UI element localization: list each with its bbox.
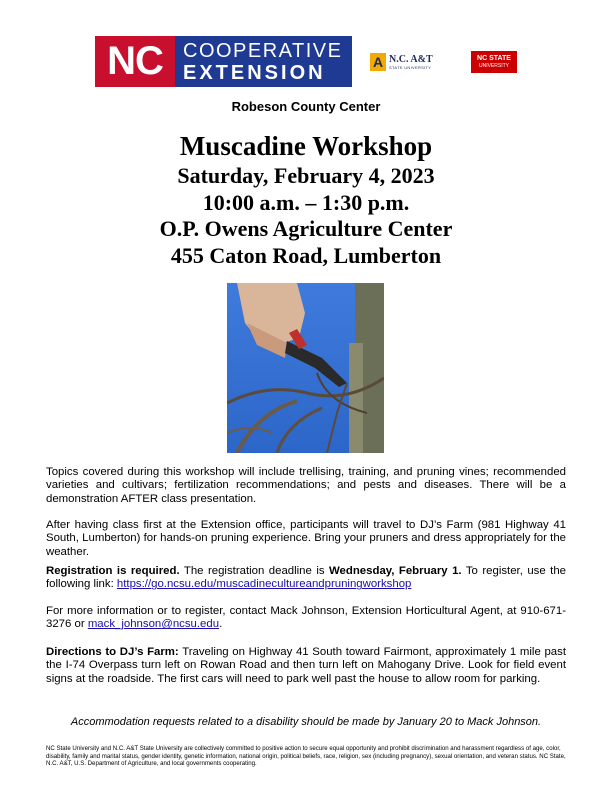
- workshop-date: Saturday, February 4, 2023: [177, 163, 435, 188]
- workshop-venue: O.P. Owens Agriculture Center: [159, 216, 453, 241]
- register-lead-text: To register, use the following link:: [46, 565, 567, 591]
- nc-cooperative-extension-logo: [95, 36, 352, 87]
- aggie-wordmark: [389, 55, 433, 70]
- pruning-photo: [227, 283, 384, 453]
- directions-heading: Directions to DJ’s Farm:: [46, 646, 179, 658]
- nc-logo-wordmark: [175, 36, 352, 87]
- logo-extension-text: EXTENSION: [183, 61, 326, 84]
- registration-required-text: Registration is required.: [46, 565, 180, 577]
- deadline-lead-text: The registration deadline is: [179, 565, 330, 577]
- nc-state-logo: [471, 51, 517, 73]
- registration-link[interactable]: https://go.ncsu.edu/muscadinecultureandpruningworkshop: [116, 578, 412, 591]
- ncstate-university: UNIVERSITY: [478, 63, 509, 69]
- contact-end-text: .: [219, 618, 223, 631]
- nc-logo-mark: NC: [95, 36, 175, 87]
- registration-paragraph: [46, 565, 566, 592]
- workshop-address: 455 Caton Road, Lumberton: [170, 243, 442, 268]
- nondiscrimination-statement: NC State University and N.C. A&T State University are collectively committed to positive action to secure equal opportunity and prohibit discrimination and harassment regardless of age, color, disability, family and marital status, gender identity, genetic information, national origin, political beliefs, race, religion, sex (including pregnancy), sexual orientation, and veteran status. NC State, N.C. A&T, U.S. Department of Agriculture, and local governments cooperating.: [46, 745, 566, 768]
- contact-text: For more information or to register, contact Mack Johnson, Extension Horticultural Agent, at 910-671-3276 or: [46, 605, 566, 631]
- directions-paragraph: [46, 646, 566, 686]
- workshop-title: Muscadine Workshop: [179, 131, 433, 161]
- accommodation-note: Accommodation requests related to a disability should be made by January 20 to Mack Johnson.: [70, 716, 542, 728]
- contact-paragraph: [46, 605, 566, 632]
- county-center-heading: Robeson County Center: [231, 99, 381, 114]
- aggie-subtitle: STATE UNIVERSITY: [389, 64, 432, 70]
- workshop-time: 10:00 a.m. – 1:30 p.m.: [202, 190, 410, 215]
- directions-text: Traveling on Highway 41 South toward Fairmont, approximately 1 mile past the I-74 Overpass turn left on Rowan Road and then turn left on Mahogany Drive. Look for field event signs at the roadside. The first cars will need to park well past the house to allow room for parking.: [46, 646, 566, 685]
- aggie-a-icon: A: [370, 53, 386, 71]
- aggie-name: N.C. A&T: [389, 53, 433, 65]
- farm-visit-paragraph: After having class first at the Extension office, participants will travel to DJ’s Farm (981 Highway 41 South, Lumberton) for hands-on pruning experience. Bring your pruners and dress appropriately for the weather.: [46, 519, 566, 558]
- email-link[interactable]: mack_johnson@ncsu.edu: [87, 618, 220, 631]
- logo-cooperative-text: COOPERATIVE: [183, 39, 343, 62]
- topics-paragraph: Topics covered during this workshop will include trellising, training, and pruning vines; recommended varieties and cultivars; fertilization recommendations; and pests and diseases. There will be a demonstration AFTER class presentation.: [46, 466, 566, 505]
- nc-at-logo: [370, 52, 440, 72]
- deadline-date-text: Wednesday, February 1.: [329, 565, 462, 577]
- ncstate-name: NC STATE: [477, 55, 511, 62]
